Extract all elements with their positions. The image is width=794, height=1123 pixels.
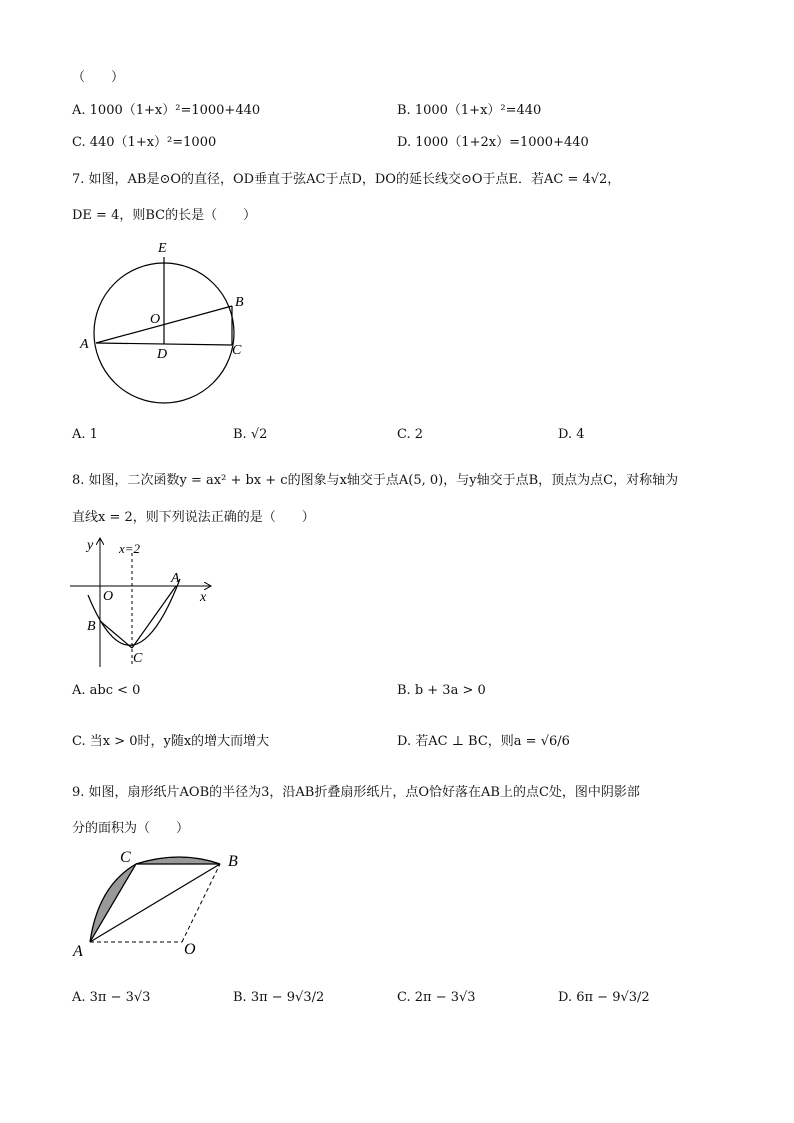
q7-label-c: C <box>232 343 242 358</box>
q8-label-sym: x=2 <box>119 541 141 556</box>
q9-option-d[interactable]: D. 6π − 9√3/2 <box>558 990 650 1005</box>
q7-stem-line2: DE = 4，则BC的长是（ ） <box>72 208 257 223</box>
q6-option-c[interactable]: C. 440（1+x）²=1000 <box>72 135 217 150</box>
q9-label-b: B <box>228 853 238 870</box>
q9-sector-figure <box>70 846 260 961</box>
q8-stem-line2: 直线x = 2，则下列说法正确的是（ ） <box>72 510 315 525</box>
q8-option-a[interactable]: A. abc < 0 <box>72 683 141 698</box>
q7-label-d: D <box>157 347 168 362</box>
q6-option-d[interactable]: D. 1000（1+2x）=1000+440 <box>397 135 589 150</box>
q8-label-y: y <box>87 538 94 553</box>
q7-label-b: B <box>235 295 244 310</box>
q8-label-b: B <box>87 619 96 634</box>
q6-option-a[interactable]: A. 1000（1+x）²=1000+440 <box>72 103 261 118</box>
q7-option-a[interactable]: A. 1 <box>72 427 98 442</box>
q8-label-o: O <box>103 589 114 604</box>
q8-stem-line1: 8. 如图，二次函数y = ax² + bx + c的图象与x轴交于点A(5, 0)，与y轴交于点B，顶点为点C，对称轴为 <box>72 473 679 488</box>
q8-option-b[interactable]: B. b + 3a > 0 <box>397 683 486 698</box>
q9-label-o: O <box>184 941 196 958</box>
q6-option-b[interactable]: B. 1000（1+x）²=440 <box>397 103 542 118</box>
q7-stem-line1: 7. 如图，AB是⊙O的直径，OD垂直于弦AC于点D，DO的延长线交⊙O于点E．若AC = 4√2， <box>72 172 621 187</box>
q8-option-c[interactable]: C. 当x > 0时，y随x的增大而增大 <box>72 734 270 749</box>
q7-label-a: A <box>80 337 89 352</box>
q7-label-o: O <box>150 312 161 327</box>
q7-option-b[interactable]: B. √2 <box>233 427 268 442</box>
q9-option-b[interactable]: B. 3π − 9√3/2 <box>233 990 325 1005</box>
q9-line-ac <box>90 864 136 942</box>
q9-stem-line1: 9. 如图，扇形纸片AOB的半径为3，沿AB折叠扇形纸片，点O恰好落在AB上的点C处，图中阴影部 <box>72 785 640 800</box>
q8-segment-ac <box>132 586 176 648</box>
q9-option-a[interactable]: A. 3π − 3√3 <box>72 990 151 1005</box>
q8-parabola-figure <box>70 535 220 670</box>
question-6-paren: （ ） <box>72 70 125 85</box>
q8-label-x: x <box>200 590 207 605</box>
q7-option-d[interactable]: D. 4 <box>558 427 585 442</box>
q7-circle-figure <box>78 238 258 408</box>
q9-stem-line2: 分的面积为（ ） <box>72 821 190 836</box>
q8-parabola <box>88 579 180 645</box>
q9-option-c[interactable]: C. 2π − 3√3 <box>397 990 476 1005</box>
q9-label-a: A <box>73 943 83 960</box>
q8-segment-bc <box>100 621 132 648</box>
q8-option-d[interactable]: D. 若AC ⊥ BC，则a = √6/6 <box>397 734 570 749</box>
q8-label-a: A <box>171 571 180 586</box>
q7-option-c[interactable]: C. 2 <box>397 427 424 442</box>
q9-label-c: C <box>120 849 131 866</box>
q7-label-e: E <box>158 241 167 256</box>
q8-label-c: C <box>133 651 143 666</box>
